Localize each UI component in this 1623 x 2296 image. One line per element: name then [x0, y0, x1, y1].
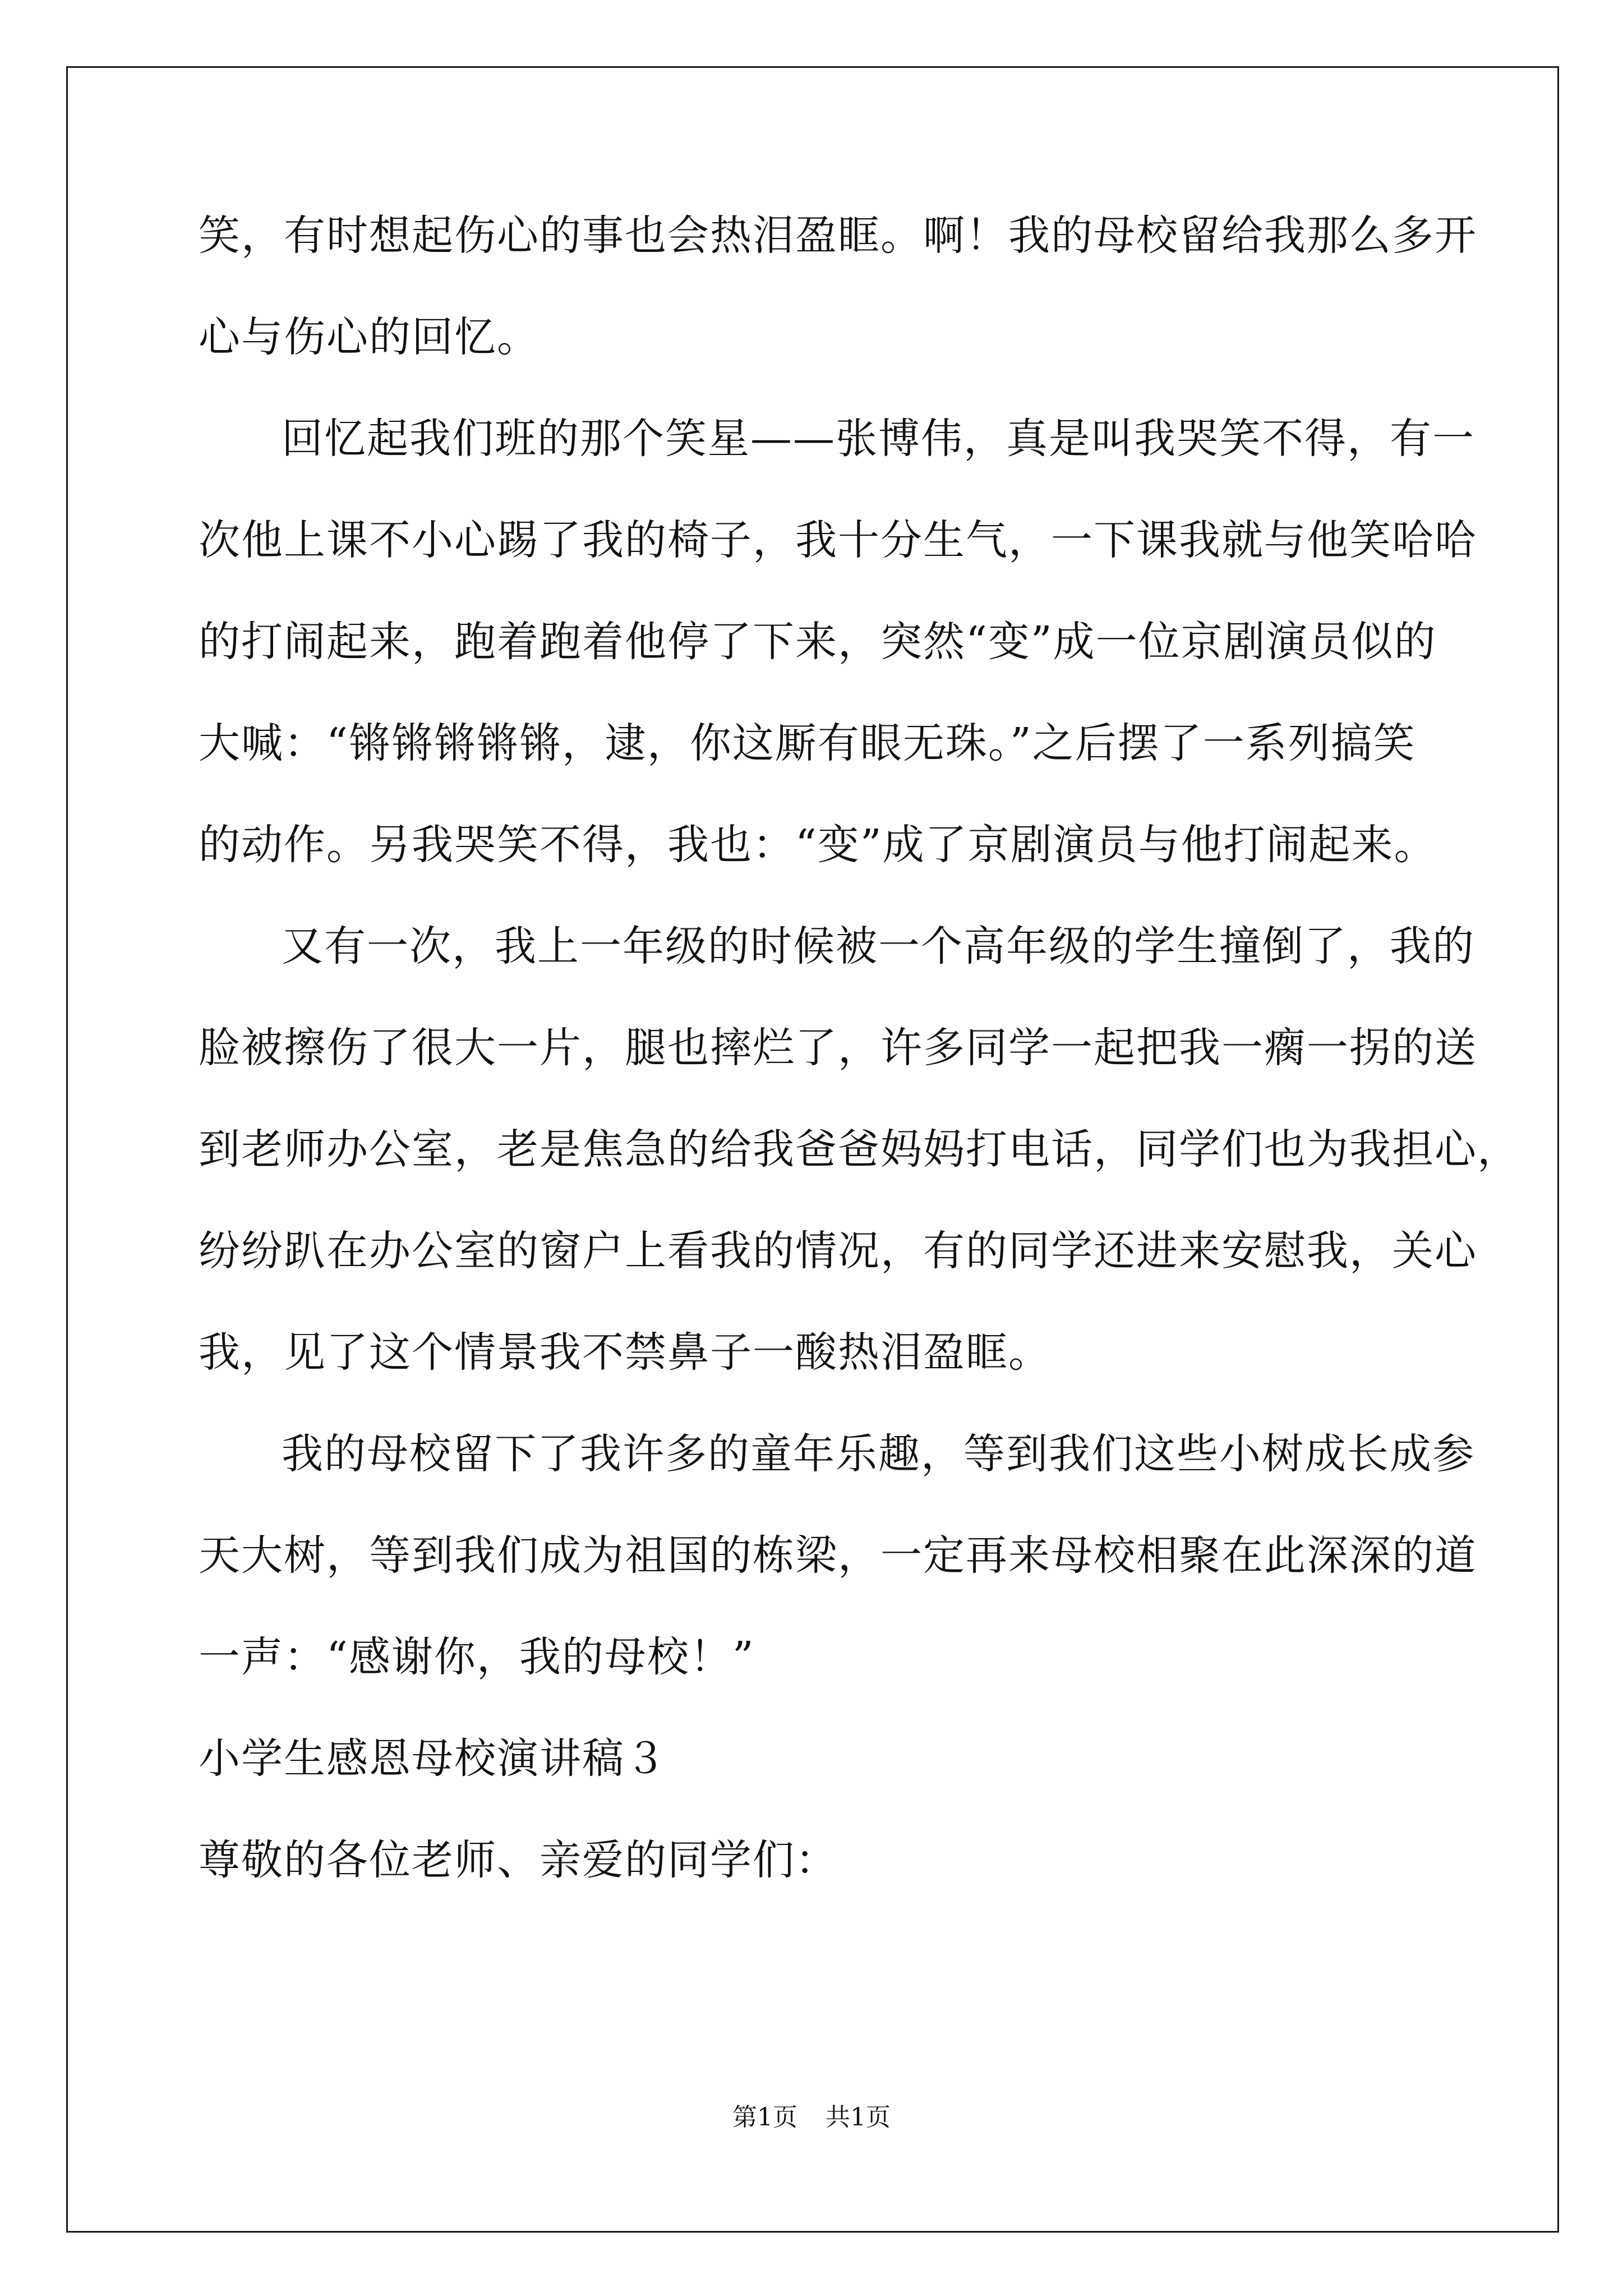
text-line: 天大树，等到我们成为祖国的栋梁，一定再来母校相聚在此深深的道 — [199, 1531, 1477, 1580]
page-total: 共1页 — [826, 2103, 891, 2132]
document-body — [199, 185, 1520, 1911]
text-line: 大喊：“锵锵锵锵锵，逮，你这厮有眼无珠。”之后摆了一系列搞笑 — [199, 719, 1416, 767]
text-line: 纷纷趴在办公室的窗户上看我的情况，有的同学还进来安慰我，关心 — [199, 1227, 1477, 1275]
section-heading: 小学生感恩母校演讲稿３ — [199, 1734, 667, 1783]
text-line: 笑，有时想起伤心的事也会热泪盈眶。啊！我的母校留给我那么多开 — [199, 211, 1477, 260]
text-line: 脸被擦伤了很大一片，腿也摔烂了，许多同学一起把我一瘸一拐的送 — [199, 1024, 1477, 1072]
text-line: 一声：“感谢你，我的母校！” — [199, 1633, 755, 1681]
text-line: 次他上课不小心踢了我的椅子，我十分生气，一下课我就与他笑哈哈 — [199, 516, 1477, 564]
page-footer — [0, 2101, 1623, 2134]
page-number: 第1页 — [732, 2103, 797, 2132]
paragraph-start-line: 我的母校留下了我许多的童年乐趣，等到我们这些小树成长成参 — [282, 1430, 1475, 1478]
paragraph-start-line: 又有一次，我上一年级的时候被一个高年级的学生撞倒了，我的 — [282, 922, 1475, 970]
text-line: 心与伤心的回忆。 — [199, 313, 540, 361]
salutation-line: 尊敬的各位老师、亲爱的同学们： — [199, 1836, 838, 1884]
text-line: 的打闹起来，跑着跑着他停了下来，突然“变”成一位京剧演员似的 — [199, 618, 1437, 666]
text-line: 的动作。另我哭笑不得，我也：“变”成了京剧演员与他打闹起来。 — [199, 821, 1437, 869]
text-line: 我，见了这个情景我不禁鼻子一酸热泪盈眶。 — [199, 1328, 1051, 1377]
text-line: 到老师办公室，老是焦急的给我爸爸妈妈打电话，同学们也为我担心， — [199, 1125, 1520, 1174]
paragraph-start-line: 回忆起我们班的那个笑星——张博伟，真是叫我哭笑不得，有一 — [282, 415, 1475, 463]
